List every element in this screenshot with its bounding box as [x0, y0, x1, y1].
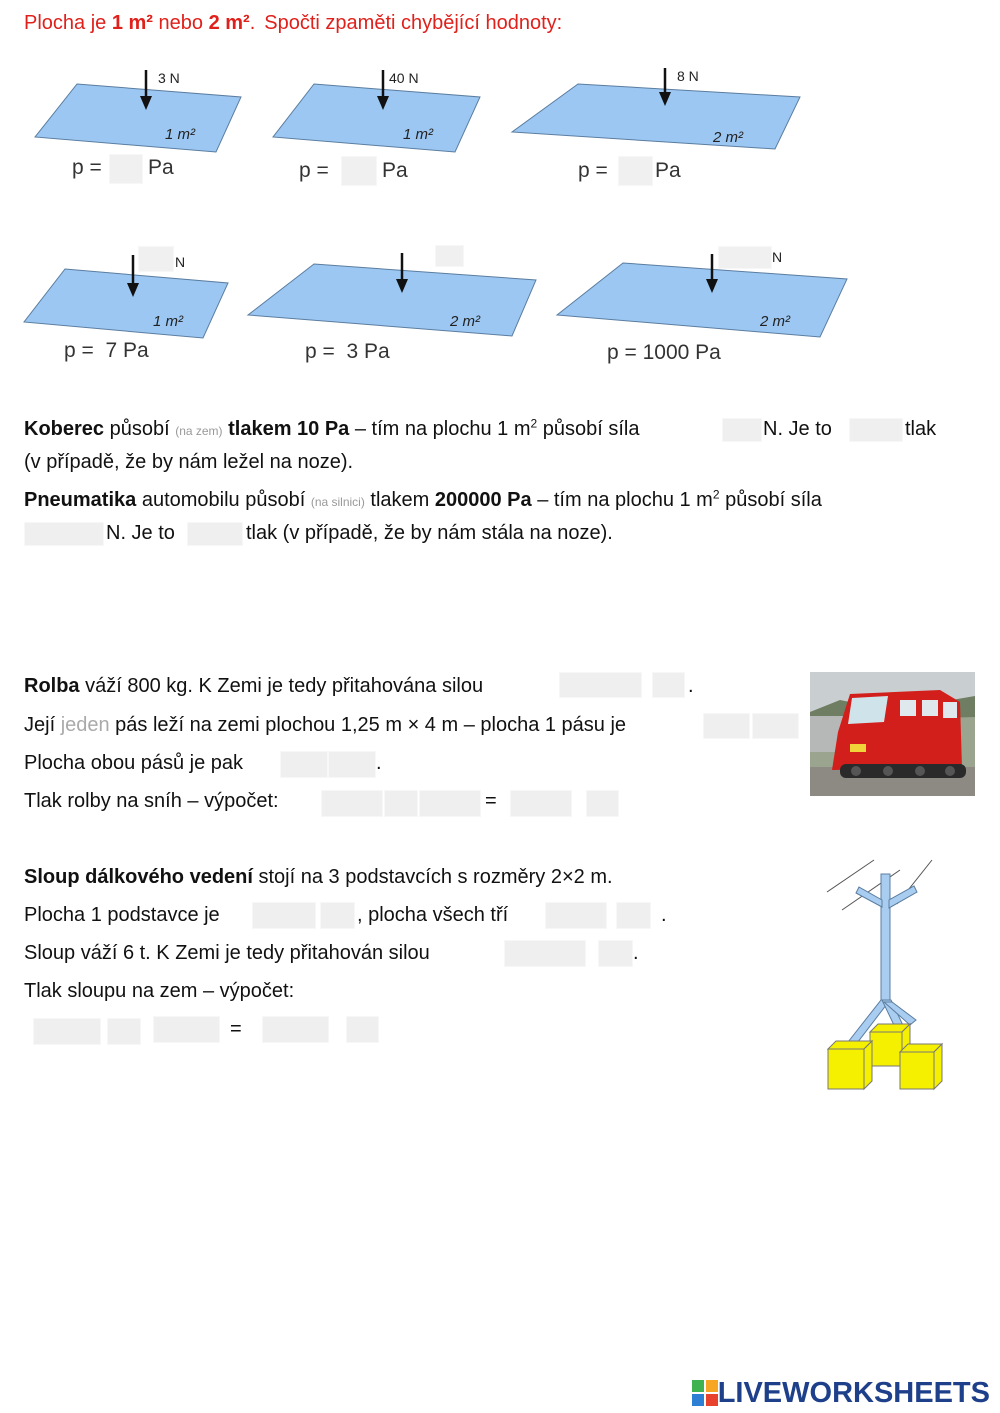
rolba-area-input[interactable]	[703, 713, 750, 739]
plate-5	[248, 264, 536, 336]
pneumatika-line-1: Pneumatika automobilu působí (na silnici) tlakem 200000 Pa – tím na plochu 1 $m^2$ působí síla	[24, 487, 822, 511]
answer-pressure-1[interactable]	[109, 154, 143, 184]
rolba-equals: =	[485, 790, 497, 812]
rolba-result-unit-input[interactable]	[586, 790, 619, 817]
answer-pressure-3[interactable]	[618, 156, 653, 186]
koberec-force-input[interactable]	[722, 418, 762, 442]
koberec-line-1: Koberec působí (na zem) tlakem 10 Pa – tím na plochu 1 $m^2$ působí síla	[24, 416, 640, 440]
rolba-dot-1: .	[688, 675, 694, 697]
area-label-1: 1 m²	[165, 126, 195, 143]
area-label-2: 1 m²	[403, 126, 433, 143]
force-unit-6: N	[772, 249, 783, 265]
force-unit-4: N	[175, 254, 186, 270]
liveworksheets-logo	[692, 1376, 990, 1410]
rolba-dot-3: .	[376, 752, 382, 774]
sloup-line-2b: , plocha všech tří	[357, 904, 509, 926]
sloup-calc-force-input[interactable]	[33, 1018, 101, 1045]
sloup-total-area-unit-input[interactable]	[616, 902, 651, 929]
pressure-unit-1: Pa	[148, 156, 174, 179]
koberec-unit-text: N. Je to	[763, 418, 832, 440]
pressure-figures-svg	[20, 50, 860, 380]
area-label-4: 1 m²	[153, 313, 183, 330]
rolba-line-4: Tlak rolby na sníh – výpočet:	[24, 790, 279, 812]
sloup-line-1: Sloup dálkového vedení stojí na 3 podstavcích s rozměry 2×2 m.	[24, 866, 613, 888]
pressure-figures	[20, 50, 860, 380]
sloup-line-2a: Plocha 1 podstavce je	[24, 904, 220, 926]
rolba-line-2: Její jeden pás leží na zemi plochou 1,25 m × 4 m – plocha 1 pásu je	[24, 714, 627, 736]
plate-4	[24, 269, 228, 338]
rolba-line-1: Rolba váží 800 kg. K Zemi je tedy přitahována silou	[24, 675, 484, 697]
koberec-line-2: (v případě, že by nám ležel na noze).	[24, 451, 354, 473]
pressure-prefix-2: p =	[299, 159, 329, 182]
plate-2	[273, 84, 480, 152]
rolba-calc-force-input[interactable]	[321, 790, 383, 817]
plate-6	[557, 263, 847, 337]
sloup-dot-2: .	[661, 904, 667, 926]
pressure-prefix-1: p =	[72, 156, 102, 179]
answer-force-4[interactable]	[138, 246, 174, 272]
area-label-3: 2 m²	[713, 129, 743, 146]
rolba-result-input[interactable]	[510, 790, 572, 817]
sloup-calc-area-input[interactable]	[153, 1016, 220, 1043]
pressure-given-6: p = 1000 Pa	[607, 341, 721, 364]
area-label-6: 2 m²	[760, 313, 790, 330]
snowcat-photo	[810, 672, 975, 796]
instruction-heading: Plocha je 1 m² nebo 2 m². Spočti zpaměti chybějící hodnoty:	[24, 12, 563, 34]
rolba-calc-operator-input[interactable]	[384, 790, 418, 817]
pneumatika-force-input[interactable]	[24, 522, 104, 546]
area-label-5: 2 m²	[450, 313, 480, 330]
pylon-illustration	[812, 852, 952, 1097]
pneumatika-line-2: tlak (v případě, že by nám stála na noze).	[246, 522, 613, 544]
pylon-drawing	[812, 852, 952, 1097]
answer-force-6[interactable]	[718, 246, 772, 269]
snowcat-drawing	[810, 672, 975, 796]
sloup-line-3: Sloup váží 6 t. K Zemi je tedy přitahován silou	[24, 942, 430, 964]
koberec-tlak-text: tlak	[905, 418, 937, 440]
koberec-pressure-kind-input[interactable]	[849, 418, 903, 442]
sloup-line-4: Tlak sloupu na zem – výpočet:	[24, 980, 295, 1002]
rolba-total-area-unit-input[interactable]	[328, 751, 376, 778]
plate-1	[35, 84, 241, 152]
sloup-force-unit-input[interactable]	[598, 940, 633, 967]
rolba-force-unit-input[interactable]	[652, 672, 685, 698]
sloup-base-area-unit-input[interactable]	[320, 902, 355, 929]
logo-text: LIVEWORKSHEETS	[717, 1376, 990, 1409]
pneumatika-pressure-kind-input[interactable]	[187, 522, 243, 546]
rolba-force-input[interactable]	[559, 672, 642, 698]
answer-pressure-2[interactable]	[341, 156, 377, 186]
pneumatika-unit-text: N. Je to	[106, 522, 175, 544]
sloup-base-area-input[interactable]	[252, 902, 316, 929]
rolba-area-unit-input[interactable]	[752, 713, 799, 739]
rolba-line-3: Plocha obou pásů je pak	[24, 752, 244, 774]
pressure-unit-2: Pa	[382, 159, 408, 182]
rolba-calc-area-input[interactable]	[419, 790, 481, 817]
pressure-unit-3: Pa	[655, 159, 681, 182]
answer-force-5[interactable]	[435, 245, 464, 267]
force-label-2: 40 N	[389, 70, 419, 86]
sloup-equals: =	[230, 1018, 242, 1040]
sloup-dot-3: .	[633, 942, 639, 964]
sloup-force-input[interactable]	[504, 940, 586, 967]
sloup-calc-operator-input[interactable]	[107, 1018, 141, 1045]
logo-mark-icon	[692, 1380, 718, 1406]
sloup-total-area-input[interactable]	[545, 902, 607, 929]
sloup-result-input[interactable]	[262, 1016, 329, 1043]
sloup-result-unit-input[interactable]	[346, 1016, 379, 1043]
pressure-given-4: p = 7 Pa	[64, 339, 149, 362]
force-label-1: 3 N	[158, 70, 180, 86]
plate-3	[512, 84, 800, 149]
rolba-total-area-input[interactable]	[280, 751, 328, 778]
force-label-3: 8 N	[677, 68, 699, 84]
pressure-prefix-3: p =	[578, 159, 608, 182]
pressure-given-5: p = 3 Pa	[305, 340, 390, 363]
